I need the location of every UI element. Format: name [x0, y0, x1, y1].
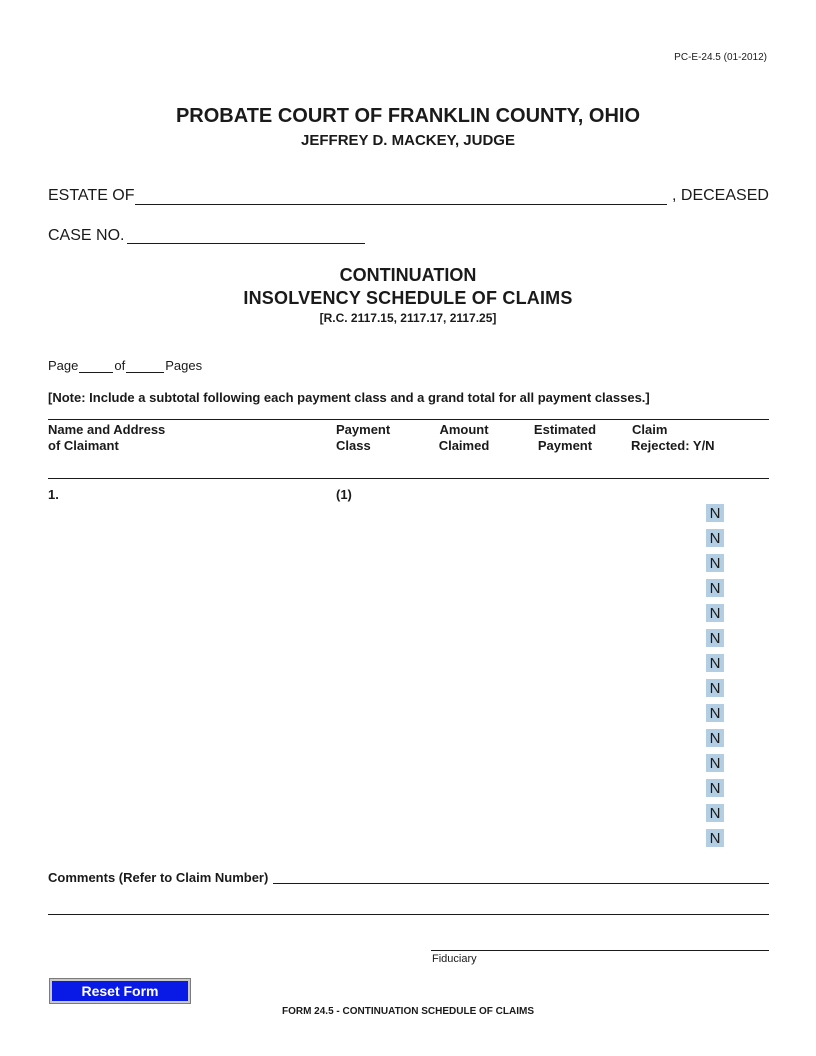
column-header-line: Rejected: Y/N: [631, 438, 715, 453]
claim-rejected-field[interactable]: N: [706, 679, 724, 697]
claim-rejected-field[interactable]: N: [706, 754, 724, 772]
reset-form-button[interactable]: Reset Form: [49, 978, 191, 1004]
column-header-line: Estimated: [533, 422, 597, 437]
comments-label: Comments (Refer to Claim Number): [48, 870, 269, 885]
statute-citation: [R.C. 2117.15, 2117.17, 2117.25]: [319, 311, 497, 325]
column-header-line: of Claimant: [48, 438, 119, 453]
fiduciary-label: Fiduciary: [432, 953, 477, 965]
claim-rejected-field[interactable]: N: [706, 654, 724, 672]
claim-rejected-field[interactable]: N: [706, 729, 724, 747]
claim-rejected-field[interactable]: N: [706, 804, 724, 822]
claim-rejected-field[interactable]: N: [706, 554, 724, 572]
claim-rejected-field[interactable]: N: [706, 829, 724, 847]
claim-rejected-field[interactable]: N: [706, 529, 724, 547]
estate-name-field[interactable]: [135, 204, 667, 205]
header-top-rule: [48, 419, 769, 420]
column-header-claimant: [48, 422, 165, 454]
comments-line: [48, 870, 268, 885]
column-header-amount-claimed: [425, 422, 503, 454]
estate-of-label: ESTATE OF: [48, 187, 135, 204]
column-header-line: Payment: [336, 422, 391, 437]
column-header-line: Claim: [632, 422, 668, 437]
claim-rejected-field[interactable]: N: [706, 629, 724, 647]
claim-rejected-field[interactable]: N: [706, 604, 724, 622]
schedule-subtitle: INSOLVENCY SCHEDULE OF CLAIMS: [243, 288, 573, 308]
court-title: PROBATE COURT OF FRANKLIN COUNTY, OHIO: [175, 105, 641, 127]
page-number-field[interactable]: [79, 360, 113, 373]
claim-rejected-field[interactable]: N: [706, 779, 724, 797]
comments-field[interactable]: [273, 883, 769, 884]
header-bottom-rule: [48, 478, 769, 479]
claim-rejected-field[interactable]: N: [706, 704, 724, 722]
claim-rejected-field[interactable]: N: [706, 504, 724, 522]
total-pages-field[interactable]: [126, 360, 164, 373]
fiduciary-signature-field[interactable]: [431, 950, 769, 951]
form-footer: FORM 24.5 - CONTINUATION SCHEDULE OF CLAIMS: [281, 1006, 535, 1017]
schedule-title: CONTINUATION: [339, 265, 477, 285]
column-header-line: Class: [336, 438, 371, 453]
case-number-field[interactable]: [127, 243, 365, 244]
claim-rejected-field[interactable]: N: [706, 579, 724, 597]
column-header-estimated-payment: [526, 422, 604, 454]
instruction-note: [Note: Include a subtotal following each payment class and a grand total for all payment classes.]: [48, 390, 650, 405]
column-header-line: Name and Address: [48, 422, 166, 437]
claim-number: 1.: [48, 487, 59, 502]
page-count-line: [48, 358, 202, 373]
of-label: of: [114, 358, 126, 373]
column-header-line: Amount: [439, 422, 489, 437]
comments-field-line-2[interactable]: [48, 914, 769, 915]
column-header-claim-rejected: [631, 422, 715, 454]
payment-class-value: (1): [336, 487, 352, 502]
column-header-line: Claimed: [438, 438, 490, 453]
deceased-label: , DECEASED: [672, 187, 769, 204]
pages-label: Pages: [165, 358, 203, 373]
page-label: Page: [48, 358, 79, 373]
judge-name: JEFFREY D. MACKEY, JUDGE: [301, 132, 515, 149]
column-header-payment-class: [336, 422, 390, 454]
column-header-line: Payment: [537, 438, 593, 453]
form-code: PC-E-24.5 (01-2012): [674, 52, 767, 63]
case-number-label: CASE NO.: [48, 227, 125, 244]
